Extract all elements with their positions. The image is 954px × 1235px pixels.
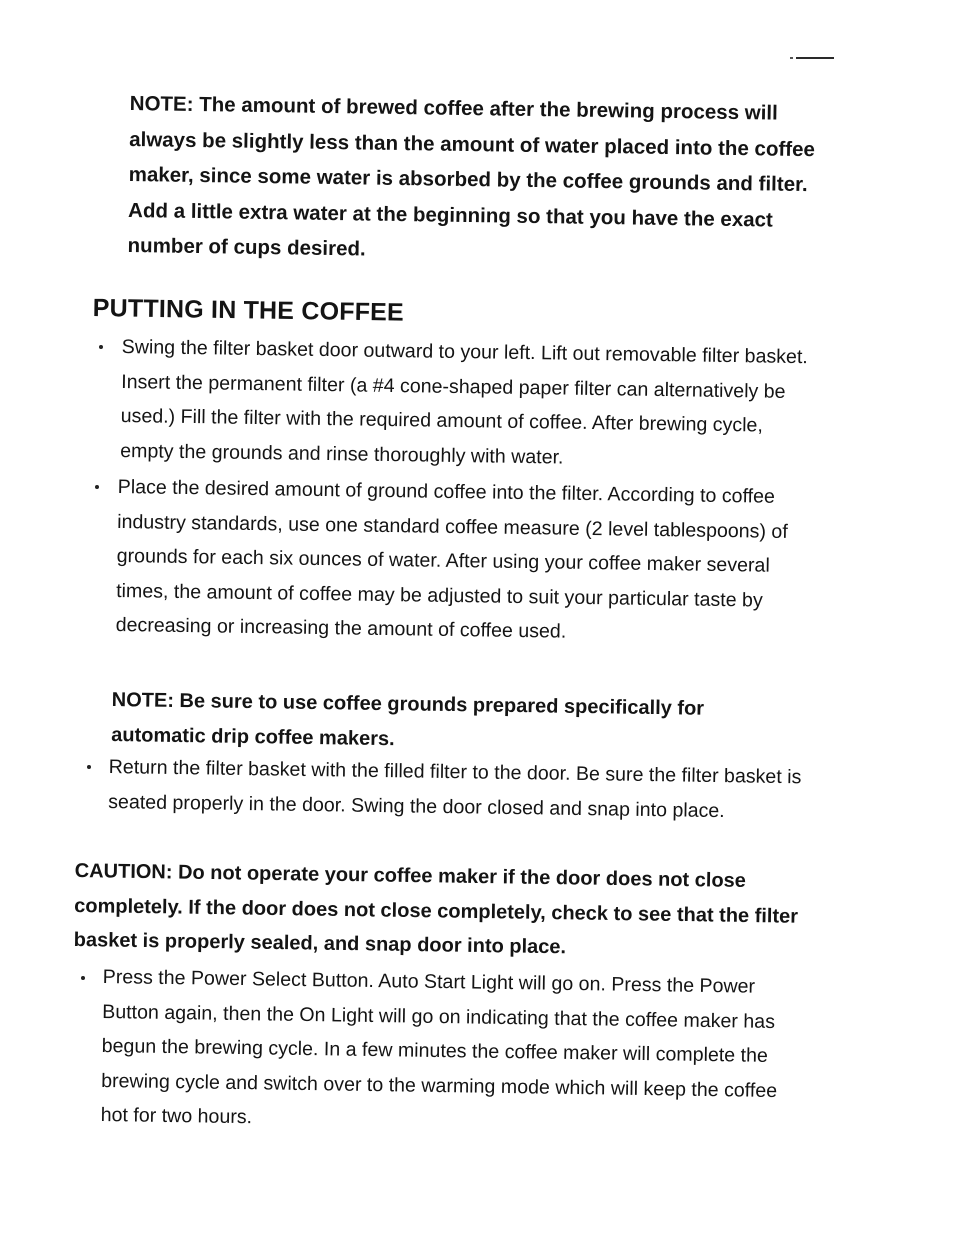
bullet-dot-4 (81, 976, 85, 980)
bullet-item-2: Place the desired amount of ground coffee into the filter. According to coffee industry standards, use one standard coffee measure (2 level tablespoons) of grounds for each six ounces of water. After using your coffee maker several times, the amount of coffee may be adjusted to suit your particular taste by decreasing or increasing the amount of coffee used. (115, 475, 788, 644)
caution-text: CAUTION: Do not operate your coffee maker if the door does not close completely. If the door does not close completely, check to see that the filter basket is properly sealed, and snap door into place. (73, 859, 799, 959)
bullet-dot-3 (87, 765, 91, 769)
bullet-item-3: Return the filter basket with the filled filter to the door. Be sure the filter basket is seated properly in the door. Swing the door closed and snap into place. (108, 755, 802, 822)
bullet-dot-1 (99, 345, 103, 349)
corner-mark (796, 57, 834, 59)
note-brewed-amount: NOTE: The amount of brewed coffee after the brewing process will always be slightly less than the amount of water placed into the coffee maker, since some water is absorbed by the coffee grounds and filter. Add a little extra water at the beginning so that you have the exact number of cups desired. (127, 91, 816, 261)
bullet-item-1: Swing the filter basket door outward to your left. Lift out removable filter basket. Insert the permanent filter (a #4 cone-shaped paper filter can alternatively be used.) Fill the filter with the required amount of coffee. After brewing cycle, empty the grounds and rinse thoroughly with water. (120, 335, 808, 469)
bullet-item-4: Press the Power Select Button. Auto Start Light will go on. Press the Power Button again, then the On Light will go on indicating that the coffee maker has begun the brewing cycle. In a few minutes the coffee maker will complete the brewing cycle and switch over to the warming mode which will keep the coffee hot for two hours. (100, 965, 778, 1129)
note-grounds: NOTE: Be sure to use coffee grounds prepared specifically for automatic drip coffee makers. (111, 688, 705, 750)
section-title: PUTTING IN THE COFFEE (92, 294, 405, 327)
corner-mark-dot (790, 57, 793, 59)
bullet-dot-2 (95, 485, 99, 489)
